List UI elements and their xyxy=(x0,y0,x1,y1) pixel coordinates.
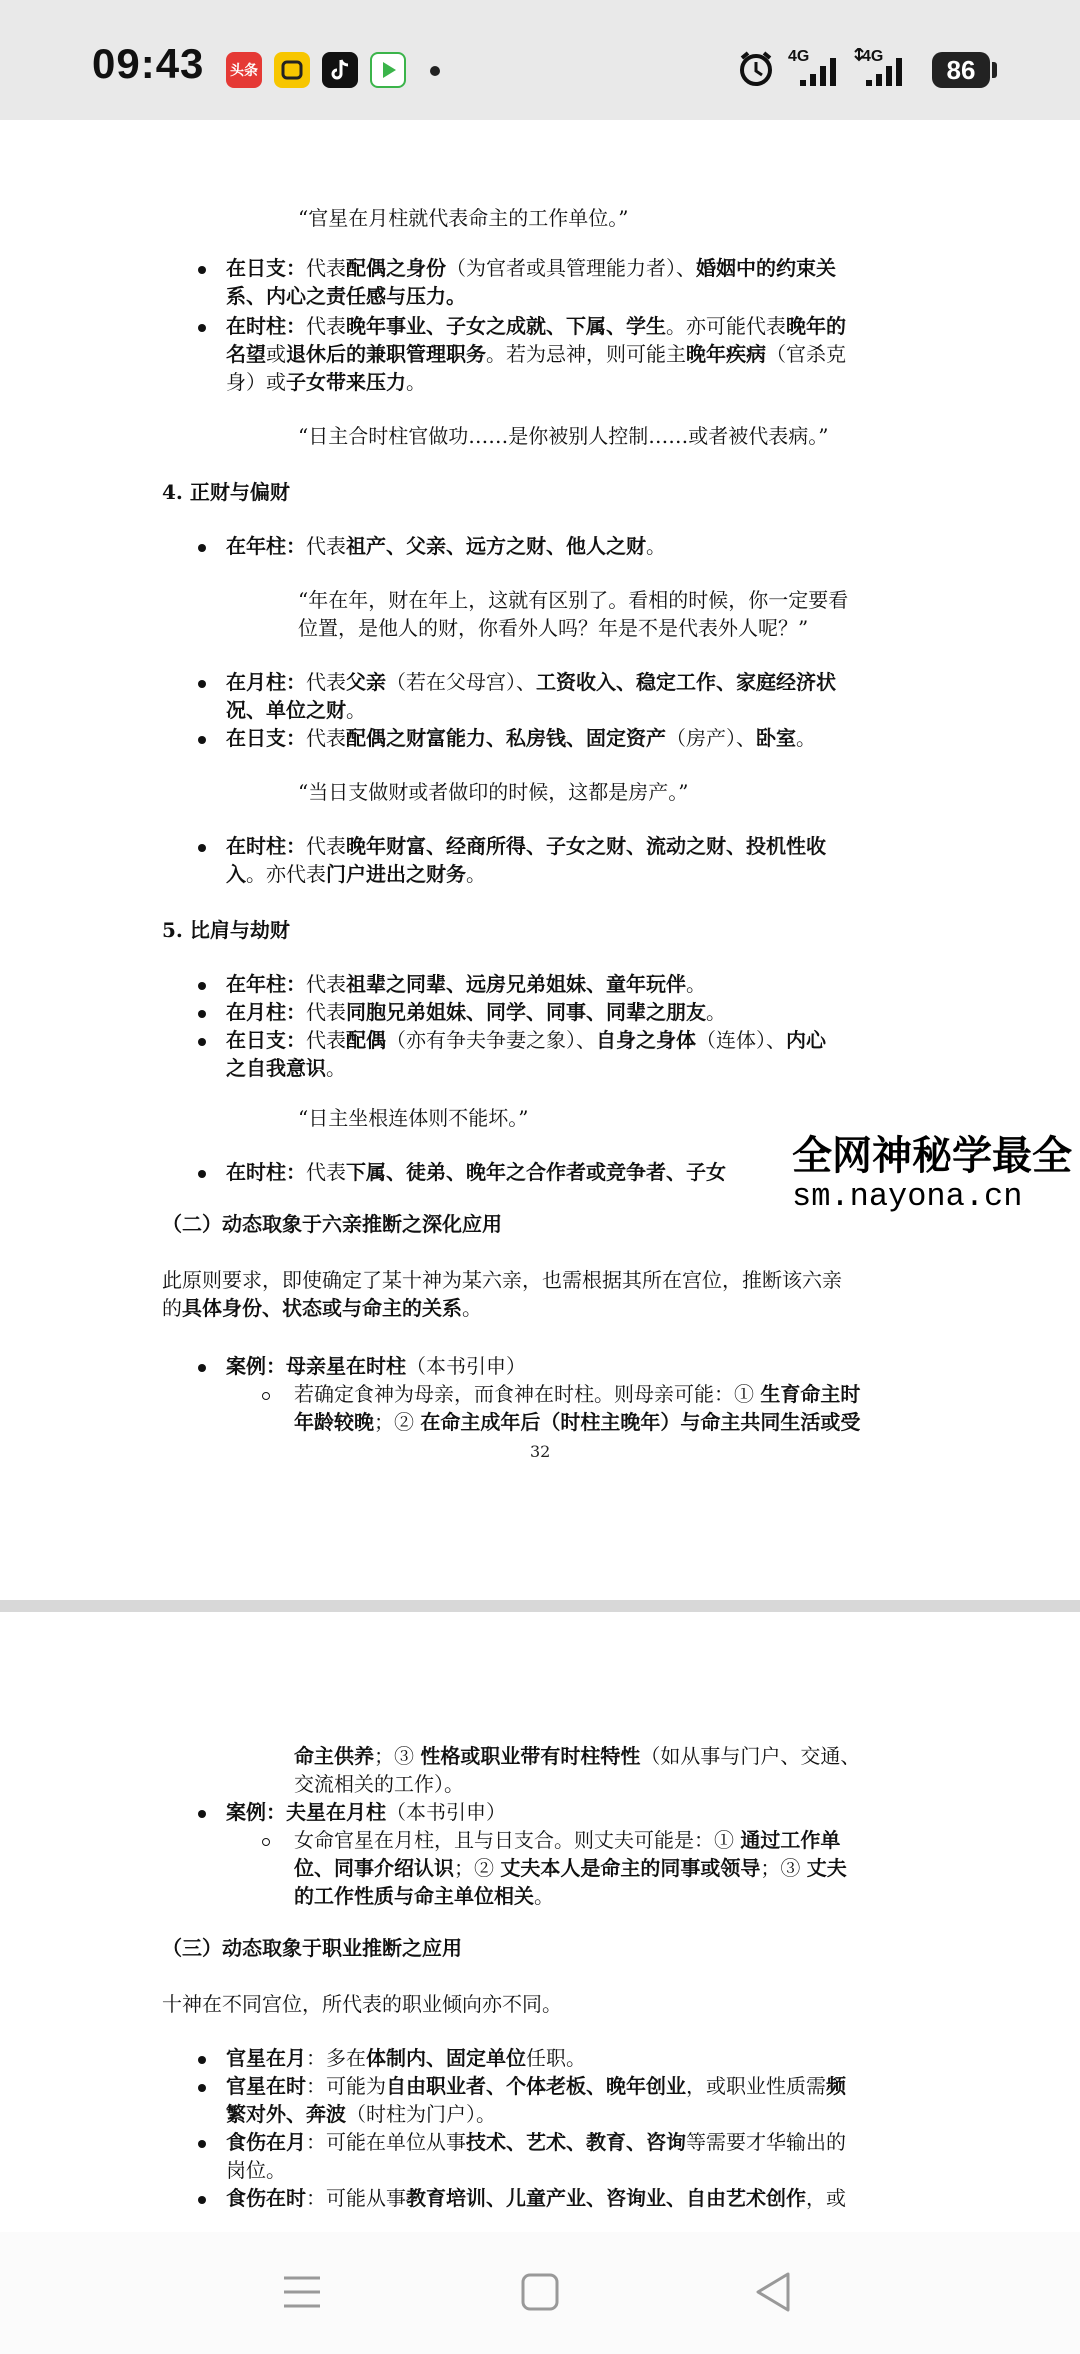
case-husband-star: 案例：夫星在月柱（本书引申） xyxy=(226,1800,506,1824)
sub-bullet xyxy=(262,1392,270,1400)
video-app-icon xyxy=(370,52,406,88)
navigation-bar xyxy=(0,2232,1080,2354)
quote-root: “日主坐根连体则不能坏。” xyxy=(298,1106,529,1130)
bullet xyxy=(198,1010,206,1018)
case-mother-detail-end2: 交流相关的工作）。 xyxy=(294,1772,464,1796)
sub-bullet xyxy=(262,1838,270,1846)
career-food-hour: 食伤在时：可能从事教育培训、儿童产业、咨询业、自由艺术创作，或 xyxy=(226,2186,846,2210)
document-page-33 xyxy=(0,1612,1080,2232)
quote-official-star: “官星在月柱就代表命主的工作单位。” xyxy=(298,206,629,230)
career-official-hour: 官星在时：可能为自由职业者、个体老板、晚年创业，或职业性质需频 xyxy=(226,2074,846,2098)
watermark-line2: sm.nayona.cn xyxy=(792,1178,1023,1215)
peer-month-pillar: 在月柱：代表同胞兄弟姐妹、同学、同事、同辈之朋友。 xyxy=(226,1000,726,1024)
bullet xyxy=(198,2084,206,2092)
wealth-month-pillar-cont: 况、单位之财。 xyxy=(226,698,366,722)
notification-dot xyxy=(430,66,440,76)
official-hour-pillar-cont: 名望或退休后的兼职管理职务。若为忌神，则可能主晚年疾病（官杀克 xyxy=(226,342,846,366)
career-food-month: 食伤在月：可能在单位从事技术、艺术、教育、咨询等需要才华输出的 xyxy=(226,2130,846,2154)
official-hour-pillar-cont2: 身）或子女带来压力。 xyxy=(226,370,426,394)
paragraph-career: 十神在不同宫位，所代表的职业倾向亦不同。 xyxy=(162,1992,562,2016)
official-hour-pillar: 在时柱：代表晚年事业、子女之成就、下属、学生。亦可能代表晚年的 xyxy=(226,314,846,338)
peer-hour-pillar: 在时柱：代表下属、徒弟、晚年之合作者或竞争者、子女 xyxy=(226,1160,726,1184)
bullet xyxy=(198,982,206,990)
document-page-32 xyxy=(0,120,1080,1600)
peer-year-pillar: 在年柱：代表祖辈之同辈、远房兄弟姐妹、童年玩伴。 xyxy=(226,972,706,996)
official-day-branch-cont: 系、内心之责任感与压力。 xyxy=(226,284,466,308)
peer-day-branch: 在日支：代表配偶（亦有争夫争妻之象）、自身之身体（连体）、内心 xyxy=(226,1028,826,1052)
wealth-year-pillar: 在年柱：代表祖产、父亲、远方之财、他人之财。 xyxy=(226,534,666,558)
bullet xyxy=(198,736,206,744)
toutiao-app-icon: 头条 xyxy=(226,52,262,88)
paragraph-principle-cont: 的具体身份、状态或与命主的关系。 xyxy=(162,1296,482,1320)
heading-wealth: 4. 正财与偏财 xyxy=(162,480,290,504)
battery-tip xyxy=(992,62,997,78)
career-official-month: 官星在月：多在体制内、固定单位任职。 xyxy=(226,2046,586,2070)
bullet xyxy=(198,2196,206,2204)
bullet xyxy=(198,266,206,274)
case-husband-detail: 女命官星在月柱，且与日支合。则丈夫可能是：① 通过工作单 xyxy=(294,1828,841,1852)
quote-wealth-1: “年在年，财在年上，这就有区别了。看相的时候，你一定要看 xyxy=(298,588,849,612)
quote-property: “当日支做财或者做印的时候，这都是房产。” xyxy=(298,780,689,804)
home-square-icon xyxy=(510,2262,570,2322)
bullet xyxy=(198,1038,206,1046)
bullet xyxy=(198,2140,206,2148)
bullet xyxy=(198,1810,206,1818)
watermark-line1: 全网神秘学最全 xyxy=(792,1134,1072,1178)
case-mother-detail: 若确定食神为母亲，而食神在时柱。则母亲可能：① 生育命主时 xyxy=(294,1382,861,1406)
bullet xyxy=(198,1170,206,1178)
bullet xyxy=(198,1364,206,1372)
wealth-hour-pillar: 在时柱：代表晚年财富、经商所得、子女之财、流动之财、投机性收 xyxy=(226,834,826,858)
yellow-app-icon xyxy=(274,52,310,88)
section-six-relatives: （二）动态取象于六亲推断之深化应用 xyxy=(162,1212,502,1236)
bullet xyxy=(198,680,206,688)
quote-day-master: “日主合时柱官做功……是你被别人控制……或者被代表病。” xyxy=(298,424,829,448)
status-bar: 09:43 头条 4G 4G 86 xyxy=(0,0,1080,120)
official-day-branch: 在日支：代表配偶之身份（为官者或具管理能力者）、婚姻中的约束关 xyxy=(226,256,836,280)
peer-day-branch-cont: 之自我意识。 xyxy=(226,1056,346,1080)
battery-indicator: 86 xyxy=(932,52,990,88)
case-mother-detail-cont: 年龄较晚；② 在命主成年后（时柱主晚年）与命主共同生活或受 xyxy=(294,1410,861,1434)
clock: 09:43 xyxy=(92,40,205,87)
career-official-hour-cont: 繁对外、奔波（时柱为门户）。 xyxy=(226,2102,496,2126)
bullet xyxy=(198,324,206,332)
case-mother-detail-end: 命主供养；③ 性格或职业带有时柱特性（如从事与门户、交通、 xyxy=(294,1744,861,1768)
page-number: 32 xyxy=(530,1442,551,1461)
wealth-day-branch: 在日支：代表配偶之财富能力、私房钱、固定资产（房产）、卧室。 xyxy=(226,726,816,750)
alarm-icon xyxy=(736,48,776,92)
back-button[interactable] xyxy=(744,2262,804,2322)
case-mother-star: 案例：母亲星在时柱（本书引申） xyxy=(226,1354,526,1378)
quote-wealth-2: 位置，是他人的财，你看外人吗？年是不是代表外人呢？” xyxy=(298,616,809,640)
heading-peer: 5. 比肩与劫财 xyxy=(162,918,290,942)
section-career: （三）动态取象于职业推断之应用 xyxy=(162,1936,462,1960)
back-triangle-icon xyxy=(744,2262,804,2322)
page-divider xyxy=(0,1600,1080,1612)
home-button[interactable] xyxy=(510,2262,570,2322)
menu-button[interactable] xyxy=(272,2262,332,2322)
wealth-hour-pillar-cont: 入。亦代表门户进出之财务。 xyxy=(226,862,486,886)
tiktok-app-icon xyxy=(322,52,358,88)
bullet xyxy=(198,844,206,852)
case-husband-detail-cont: 位、同事介绍认识；② 丈夫本人是命主的同事或领导；③ 丈夫 xyxy=(294,1856,847,1880)
paragraph-principle: 此原则要求，即使确定了某十神为某六亲，也需根据其所在宫位，推断该六亲 xyxy=(162,1268,842,1292)
bullet xyxy=(198,2056,206,2064)
bullet xyxy=(198,544,206,552)
menu-icon xyxy=(272,2262,332,2322)
case-husband-detail-cont2: 的工作性质与命主单位相关。 xyxy=(294,1884,554,1908)
wealth-month-pillar: 在月柱：代表父亲（若在父母宫）、工资收入、稳定工作、家庭经济状 xyxy=(226,670,836,694)
career-food-month-cont: 岗位。 xyxy=(226,2158,286,2182)
